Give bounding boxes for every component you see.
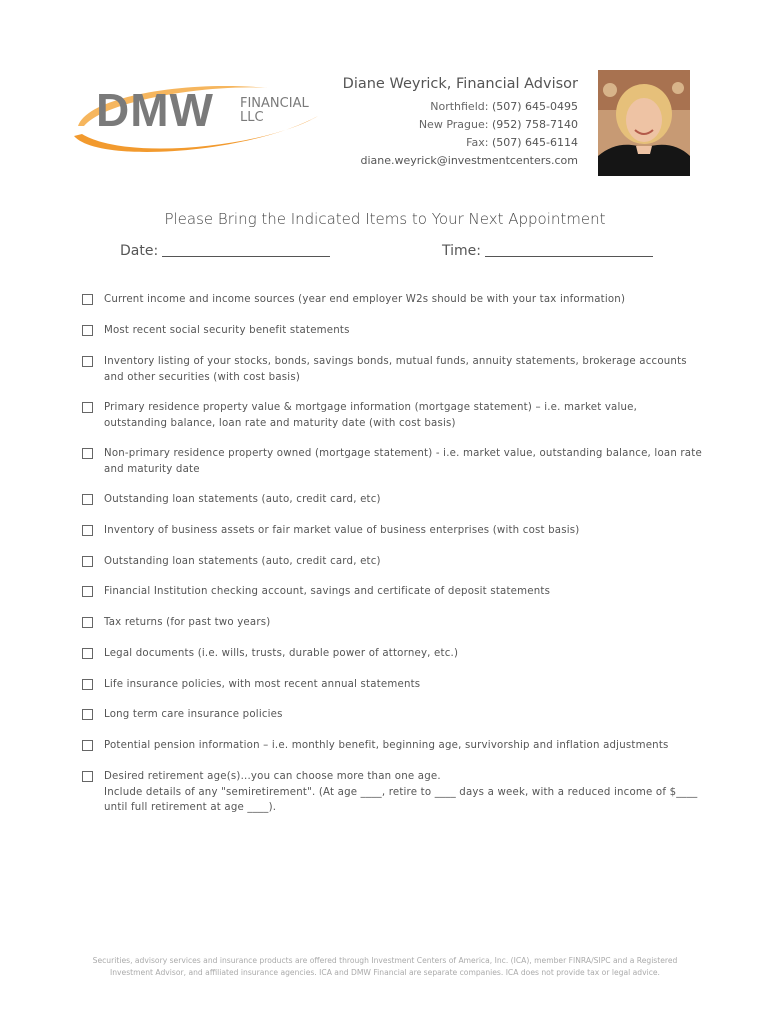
- checkbox[interactable]: [82, 556, 93, 567]
- logo-mark: DMW: [96, 84, 214, 136]
- contact-row-fax: [343, 134, 578, 152]
- checklist-item-text: Inventory of business assets or fair market value of business enterprises (with cost basis): [104, 525, 580, 536]
- logo-line2: LLC: [240, 110, 264, 125]
- checklist-item-text: Life insurance policies, with most recent annual statements: [104, 679, 421, 690]
- contact-email[interactable]: diane.weyrick@investmentcenters.com: [360, 154, 578, 167]
- contact-row-northfield: [343, 98, 578, 116]
- checkbox[interactable]: [82, 294, 93, 305]
- checkbox[interactable]: [82, 525, 93, 536]
- date-line[interactable]: [162, 242, 330, 257]
- contact-label: Fax:: [466, 136, 489, 149]
- checkbox[interactable]: [82, 494, 93, 505]
- page-title: Please Bring the Indicated Items to Your Next Appointment: [164, 210, 606, 228]
- advisor-name: Diane Weyrick, Financial Advisor: [342, 76, 578, 92]
- time-line[interactable]: [485, 242, 653, 257]
- checklist-item-text: Tax returns (for past two years): [104, 617, 271, 628]
- checkbox[interactable]: [82, 617, 93, 628]
- checkbox[interactable]: [82, 448, 93, 459]
- checklist-item-text: Current income and income sources (year end employer W2s should be with your tax information): [104, 294, 626, 305]
- date-label: Date:: [120, 243, 159, 259]
- checkbox[interactable]: [82, 586, 93, 597]
- time-label: Time:: [442, 243, 481, 259]
- disclaimer-line: Investment Advisor, and affiliated insurance agencies. ICA and DMW Financial are separate companies. ICA does not provide tax or legal advice.: [110, 968, 660, 977]
- time-field[interactable]: [442, 242, 653, 259]
- checklist-item-text: Outstanding loan statements (auto, credit card, etc): [104, 494, 381, 505]
- checkbox[interactable]: [82, 679, 93, 690]
- contact-value: (952) 758-7140: [491, 118, 578, 131]
- checklist-item-text: Primary residence property value & mortgage information (mortgage statement) – i.e. market value, outstanding balance, loan rate and maturity date (with cost basis): [104, 402, 638, 429]
- date-field[interactable]: [120, 242, 330, 259]
- checkbox[interactable]: [82, 648, 93, 659]
- checkbox[interactable]: [82, 771, 93, 782]
- contact-block: [343, 76, 578, 170]
- checklist-item-text: Desired retirement age(s)...you can choose more than one age. Include details of any "semiretirement". (At age ____, retire to ____ days a week, with a reduced income of $____ until full retirement at age ____).: [104, 771, 698, 813]
- checkbox[interactable]: [82, 356, 93, 367]
- advisor-photo: [598, 70, 690, 176]
- checkbox[interactable]: [82, 740, 93, 751]
- checkbox[interactable]: [82, 709, 93, 720]
- checklist-item-text: Long term care insurance policies: [104, 709, 283, 720]
- dmw-financial-logo: [68, 74, 330, 154]
- contact-label: New Prague:: [418, 118, 489, 131]
- contact-value: (507) 645-0495: [491, 100, 578, 113]
- contact-value: (507) 645-6114: [491, 136, 578, 149]
- disclaimer-footer: [0, 955, 770, 979]
- checklist-item-text: Most recent social security benefit statements: [104, 325, 350, 336]
- checkbox[interactable]: [82, 402, 93, 413]
- logo-line1: FINANCIAL: [240, 96, 309, 111]
- checklist-item-text: Non-primary residence property owned (mortgage statement) - i.e. market value, outstanding balance, loan rate and maturity date: [104, 448, 702, 475]
- checklist-item-text: Outstanding loan statements (auto, credit card, etc): [104, 556, 381, 567]
- contact-row-new-prague: [343, 116, 578, 134]
- checklist-item-text: Financial Institution checking account, savings and certificate of deposit statements: [104, 586, 551, 597]
- contact-label: Northfield:: [430, 100, 489, 113]
- checklist-item-text: Potential pension information – i.e. monthly benefit, beginning age, survivorship and inflation adjustments: [104, 740, 669, 751]
- checkbox[interactable]: [82, 325, 93, 336]
- checklist-item-text: Inventory listing of your stocks, bonds, savings bonds, mutual funds, annuity statements, brokerage accounts and other securities (with cost basis): [104, 356, 687, 383]
- checklist-item-text: Legal documents (i.e. wills, trusts, durable power of attorney, etc.): [104, 648, 459, 659]
- disclaimer-line: Securities, advisory services and insurance products are offered through Investment Centers of America, Inc. (ICA), member FINRA/SIPC and a Registered: [92, 956, 678, 965]
